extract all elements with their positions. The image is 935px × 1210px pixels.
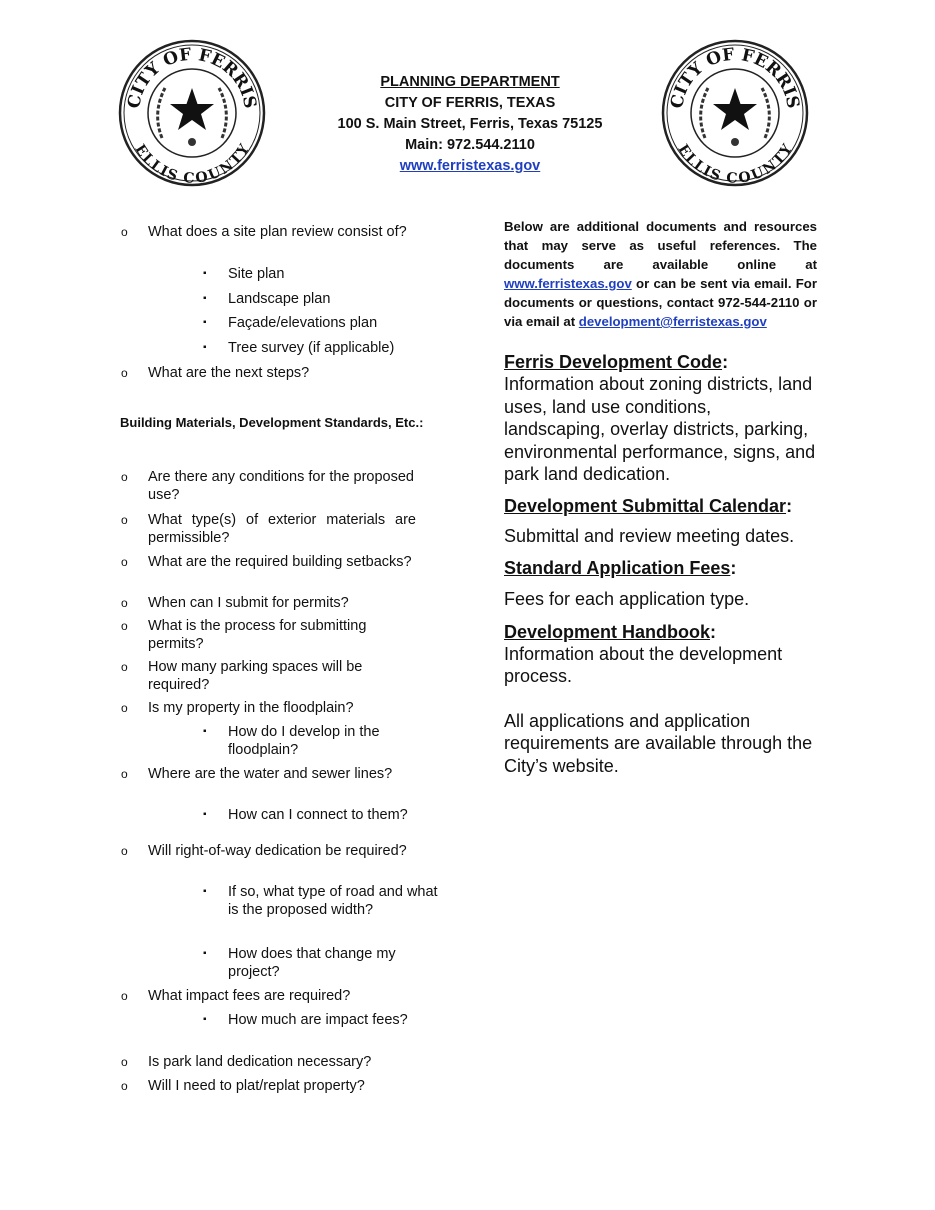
page-header <box>300 72 640 177</box>
svg-text:ELLIS COUNTY: ELLIS COUNTY <box>131 141 253 187</box>
question-bullet: o <box>121 555 128 569</box>
sub-bullet: ▪ <box>203 886 207 897</box>
phone: Main: 972.544.2110 <box>405 137 535 153</box>
resources-column: Below are additional documents and resources that may serve as useful references. The documents are available online at www.ferristexas.gov or can be sent via email. For documents or questions, contact 972-544-2110 or via email at development@ferristexas.gov Ferris Development Code: Information about zoning districts, land uses, land use conditions, landscaping, overlay districts, parking, environmental performance, signs, and park land dedication. Development Submittal Calendar: Submittal and review meeting dates. Standard Application Fees: Fees for each application type. Development Handbook: Information about the development process. All applications and application requirements are available through the City’s website. <box>504 219 817 776</box>
question-materials: o What type(s) of exterior materials are permissible? <box>121 512 416 546</box>
question-permit-process: o What is the process for submitting permits? <box>121 618 367 652</box>
question-bullet: o <box>121 767 128 781</box>
project-change-subquestion: ▪ How does that change my project? <box>203 946 396 980</box>
impact-fees-subquestion: ▪ How much are impact fees? <box>203 1012 408 1028</box>
city-seal-right <box>660 38 810 188</box>
question-impact-fees: o What impact fees are required? <box>121 988 351 1004</box>
question-bullet: o <box>121 596 128 610</box>
sub-bullet: ▪ <box>203 1014 207 1025</box>
question-bullet: o <box>121 660 128 674</box>
submittal-calendar-description: Submittal and review meeting dates. <box>504 525 795 546</box>
application-fees-link[interactable]: Standard Application Fees <box>504 558 731 578</box>
question-bullet: o <box>121 225 128 239</box>
submittal-calendar-link[interactable]: Development Submittal Calendar <box>504 495 787 516</box>
website-link-inline[interactable]: www.ferristexas.gov <box>504 276 632 291</box>
closing-note: All applications and application requirements are available through the City’s website. <box>504 710 813 776</box>
connect-subquestion: ▪ How can I connect to them? <box>203 807 408 823</box>
address: 100 S. Main Street, Ferris, Texas 75125 <box>337 116 603 132</box>
question-setbacks: o What are the required building setbacks? <box>121 554 412 570</box>
question-right-of-way: o Will right-of-way dedication be required? <box>121 843 407 859</box>
site-plan-item: ▪ Tree survey (if applicable) <box>203 340 395 356</box>
question-bullet: o <box>121 366 128 380</box>
development-handbook-link[interactable]: Development Handbook <box>504 621 711 642</box>
question-bullet: o <box>121 844 128 858</box>
application-fees-description: Fees for each application type. <box>504 589 750 609</box>
development-code-description: Information about zoning districts, land uses, land use conditions, landscaping, overlay districts, parking, environmental performance, signs, and park land dedication. <box>504 374 816 484</box>
question-bullet: o <box>121 989 128 1003</box>
road-type-subquestion: ▪ If so, what type of road and what is the proposed width? <box>203 884 438 918</box>
question-park-land: o Is park land dedication necessary? <box>121 1054 372 1070</box>
site-plan-item: ▪ Site plan <box>203 266 285 282</box>
question-bullet: o <box>121 470 128 484</box>
question-submit-permits: o When can I submit for permits? <box>121 595 349 611</box>
svg-text:ELLIS COUNTY: ELLIS COUNTY <box>674 141 796 187</box>
city-seal-left <box>117 38 267 188</box>
city-name: CITY OF FERRIS, TEXAS <box>384 95 556 111</box>
development-handbook-description: Information about the development process. <box>504 643 783 686</box>
question-next-steps: o What are the next steps? <box>121 365 310 381</box>
question-floodplain: o Is my property in the floodplain? <box>121 700 354 716</box>
question-bullet: o <box>121 619 128 633</box>
svg-text:CITY OF FERRIS: CITY OF FERRIS <box>124 44 260 111</box>
svg-text:CITY OF FERRIS: CITY OF FERRIS <box>667 44 803 111</box>
site-plan-item: ▪ Façade/elevations plan <box>203 315 378 331</box>
question-site-plan: o What does a site plan review consist of? <box>121 224 407 240</box>
floodplain-subquestion: ▪ How do I develop in the floodplain? <box>203 724 380 758</box>
sub-bullet: ▪ <box>203 726 207 737</box>
question-bullet: o <box>121 513 128 527</box>
sub-bullet: ▪ <box>203 293 207 304</box>
question-bullet: o <box>121 1079 128 1093</box>
question-bullet: o <box>121 1055 128 1069</box>
resources-intro: Below are additional documents and resources that may serve as useful references. The documents are available online at www.ferristexas.gov or can be sent via email. For documents or questions, contact 972-544-2110 or via email at development@ferristexas.gov <box>504 219 817 329</box>
sub-bullet: ▪ <box>203 268 207 279</box>
development-code-link[interactable]: Ferris Development Code <box>504 352 723 372</box>
question-parking: o How many parking spaces will be required? <box>121 659 363 693</box>
website-link[interactable]: www.ferristexas.gov <box>399 158 541 174</box>
sub-bullet: ▪ <box>203 809 207 820</box>
sub-bullet: ▪ <box>203 317 207 328</box>
question-bullet: o <box>121 701 128 715</box>
email-link[interactable]: development@ferristexas.gov <box>578 314 767 329</box>
department-title: PLANNING DEPARTMENT <box>380 74 560 90</box>
sub-bullet: ▪ <box>203 342 207 353</box>
question-conditions: o Are there any conditions for the proposed use? <box>121 469 414 503</box>
building-heading: Building Materials, Development Standards, Etc.: <box>120 415 424 430</box>
question-plat: o Will I need to plat/replat property? <box>121 1078 365 1094</box>
site-plan-item: ▪ Landscape plan <box>203 291 331 307</box>
sub-bullet: ▪ <box>203 948 207 959</box>
question-water-sewer: o Where are the water and sewer lines? <box>121 766 393 782</box>
